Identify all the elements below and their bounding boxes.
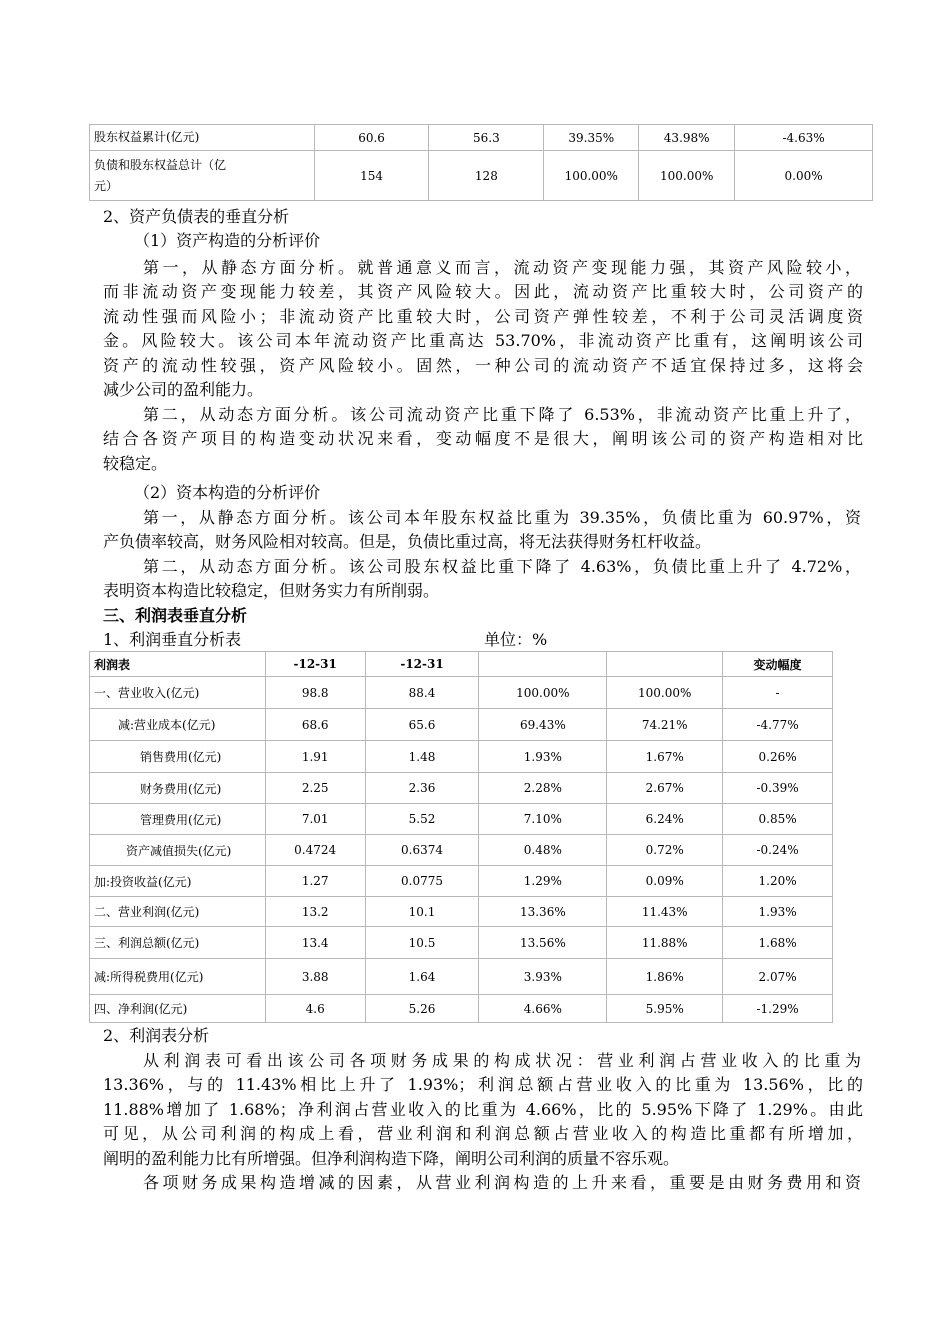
table-row [90, 897, 833, 927]
paragraph-line: 11.88%增加了 1.68%；净利润占营业收入的比重为 4.66%，比的 5.95%下降了 1.29%。由此 [103, 1100, 863, 1119]
column-header: -12-31 [265, 652, 365, 677]
table-cell: 100.00% [639, 151, 735, 201]
table-cell: 100.00% [607, 677, 723, 709]
profit-analysis-table [89, 651, 833, 1023]
column-header: 利润表 [90, 652, 266, 677]
table-cell: 7.01 [265, 804, 365, 835]
paragraph-line: 可见，从公司利润的构成上看，营业利润和利润总额占营业收入的构造比重都有所增加， [103, 1124, 863, 1143]
column-header: 变动幅度 [723, 652, 833, 677]
table-cell: 0.0775 [365, 866, 479, 897]
paragraph-line: 金。风险较大。该公司本年流动资产比重高达 53.70%，非流动资产比重有，这阐明该公司 [103, 331, 863, 350]
table-cell: -4.77% [723, 709, 833, 741]
row-label: 三、利润总额(亿元) [90, 927, 266, 959]
table-row [90, 151, 873, 201]
table-cell: 88.4 [365, 677, 479, 709]
table-cell: 1.91 [265, 741, 365, 773]
table-header-row [90, 652, 833, 677]
table-cell: 1.67% [607, 741, 723, 773]
table-row [90, 741, 833, 773]
table-row [90, 709, 833, 741]
table-row [90, 677, 833, 709]
table-row [90, 959, 833, 995]
table-row [90, 773, 833, 804]
table-cell: -4.63% [735, 125, 873, 151]
paragraph-line: 从利润表可看出该公司各项财务成果的构成状况：营业利润占营业收入的比重为 [143, 1051, 861, 1070]
subsection-heading: （1）资产构造的分析评价 [134, 231, 321, 250]
table-row [90, 995, 833, 1023]
table-row [90, 125, 873, 151]
section-heading: 2、资产负债表的垂直分析 [103, 207, 290, 226]
table-cell: 7.10% [479, 804, 607, 835]
table-cell: 5.26 [365, 995, 479, 1023]
table-cell: 2.25 [265, 773, 365, 804]
table-cell: 74.21% [607, 709, 723, 741]
table-cell: -1.29% [723, 995, 833, 1023]
table-cell: 13.36% [479, 897, 607, 927]
row-label: 二、营业利润(亿元) [90, 897, 266, 927]
column-header: -12-31 [365, 652, 479, 677]
table-cell: 65.6 [365, 709, 479, 741]
table-cell: 100.00% [544, 151, 639, 201]
table-cell: 13.4 [265, 927, 365, 959]
table-cell: 6.24% [607, 804, 723, 835]
table-cell: - [723, 677, 833, 709]
table-cell: 5.95% [607, 995, 723, 1023]
table-cell: 2.07% [723, 959, 833, 995]
table-cell: 13.2 [265, 897, 365, 927]
paragraph-line: 阐明的盈利能力比有所增强。但净利润构造下降，阐明公司利润的质量不容乐观。 [103, 1149, 680, 1168]
table-row [90, 835, 833, 866]
table-row [90, 927, 833, 959]
table-cell: 2.28% [479, 773, 607, 804]
table-cell: 100.00% [479, 677, 607, 709]
table-cell: 1.64 [365, 959, 479, 995]
table-cell: 1.27 [265, 866, 365, 897]
table-cell: 128 [429, 151, 544, 201]
table-row [90, 804, 833, 835]
paragraph-line: 较稳定。 [103, 454, 168, 473]
paragraph-line: 表明资本构造比较稳定，但财务实力有所削弱。 [103, 581, 440, 600]
table-cell: 39.35% [544, 125, 639, 151]
table-cell: 11.43% [607, 897, 723, 927]
column-header [479, 652, 607, 677]
table-cell: 1.29% [479, 866, 607, 897]
table-cell: -0.24% [723, 835, 833, 866]
table-cell: 69.43% [479, 709, 607, 741]
paragraph-line: 流动性强而风险小；非流动资产比重较大时，公司资产弹性较差，不利于公司灵活调度资 [103, 307, 863, 326]
row-label: 一、营业收入(亿元) [90, 677, 266, 709]
table-cell: 154 [314, 151, 429, 201]
table-cell: 0.00% [735, 151, 873, 201]
table-cell: 0.6374 [365, 835, 479, 866]
row-label: 销售费用(亿元) [90, 741, 266, 773]
table-cell: 1.93% [479, 741, 607, 773]
subsection-heading: （2）资本构造的分析评价 [134, 483, 321, 502]
row-label: 管理费用(亿元) [90, 804, 266, 835]
paragraph-line: 各项财务成果构造增减的因素，从营业利润构造的上升来看，重要是由财务费用和资 [143, 1173, 861, 1192]
table-cell: 1.68% [723, 927, 833, 959]
paragraph-line: 第二，从动态方面分析。该公司流动资产比重下降了 6.53%，非流动资产比重上升了， [143, 405, 861, 424]
row-label: 减:营业成本(亿元) [90, 709, 266, 741]
table-cell: 4.66% [479, 995, 607, 1023]
table-cell: 68.6 [265, 709, 365, 741]
column-header [607, 652, 723, 677]
row-label: 股东权益累计(亿元) [90, 125, 315, 151]
table-cell: -0.39% [723, 773, 833, 804]
paragraph-line: 减少公司的盈利能力。 [103, 380, 264, 399]
table-cell: 0.72% [607, 835, 723, 866]
paragraph-line: 第二，从动态方面分析。该公司股东权益比重下降了 4.63%，负债比重上升了 4.72%， [143, 557, 861, 576]
row-label-line: 负债和股东权益总计（亿 [94, 157, 227, 172]
table-cell: 10.5 [365, 927, 479, 959]
table-cell: 56.3 [429, 125, 544, 151]
unit-label: 单位：% [484, 630, 548, 649]
table-cell: 1.48 [365, 741, 479, 773]
paragraph-line: 资产的流动性较强，资产风险较小。固然，一种公司的流动资产不适宜保持过多，这将会 [103, 356, 863, 375]
table-cell: 98.8 [265, 677, 365, 709]
table-cell: 0.26% [723, 741, 833, 773]
table-cell: 0.4724 [265, 835, 365, 866]
table-cell: 13.56% [479, 927, 607, 959]
table-cell: 5.52 [365, 804, 479, 835]
row-label: 资产减值损失(亿元) [90, 835, 266, 866]
section-heading: 2、利润表分析 [103, 1026, 210, 1045]
table-row [90, 866, 833, 897]
table-caption: 1、利润垂直分析表 [103, 630, 242, 649]
row-label: 加:投资收益(亿元) [90, 866, 266, 897]
paragraph-line: 第一，从静态方面分析。该公司本年股东权益比重为 39.35%，负债比重为 60.97%，资 [143, 508, 861, 527]
row-label: 四、净利润(亿元) [90, 995, 266, 1023]
paragraph-line: 13.36%，与的 11.43%相比上升了 1.93%；利润总额占营业收入的比重为 13.56%，比的 [103, 1075, 863, 1094]
table-cell: 60.6 [314, 125, 429, 151]
table-cell: 3.93% [479, 959, 607, 995]
row-label: 财务费用(亿元) [90, 773, 266, 804]
table-cell: 10.1 [365, 897, 479, 927]
table-cell: 2.36 [365, 773, 479, 804]
paragraph-line: 第一，从静态方面分析。就普通意义而言，流动资产变现能力强，其资产风险较小， [143, 258, 861, 277]
table-cell: 1.86% [607, 959, 723, 995]
row-label: 减:所得税费用(亿元) [90, 959, 266, 995]
table-cell: 4.6 [265, 995, 365, 1023]
table-cell: 0.09% [607, 866, 723, 897]
balance-sheet-table-continued [89, 124, 873, 201]
table-cell: 1.20% [723, 866, 833, 897]
table-cell: 1.93% [723, 897, 833, 927]
section-heading: 三、利润表垂直分析 [103, 606, 248, 625]
paragraph-line: 结合各资产项目的构造变动状况来看，变动幅度不是很大，阐明该公司的资产构造相对比 [103, 429, 863, 448]
paragraph-line: 产负债率较高，财务风险相对较高。但是，负债比重过高，将无法获得财务杠杆收益。 [103, 532, 712, 551]
table-cell: 43.98% [639, 125, 735, 151]
table-cell: 0.85% [723, 804, 833, 835]
table-cell: 0.48% [479, 835, 607, 866]
table-cell: 2.67% [607, 773, 723, 804]
row-label-line: 元） [94, 178, 119, 193]
table-cell: 3.88 [265, 959, 365, 995]
paragraph-line: 而非流动资产变现能力较差，其资产风险较大。因此，流动资产比重较大时，公司资产的 [103, 282, 863, 301]
row-label [90, 151, 315, 201]
table-cell: 11.88% [607, 927, 723, 959]
